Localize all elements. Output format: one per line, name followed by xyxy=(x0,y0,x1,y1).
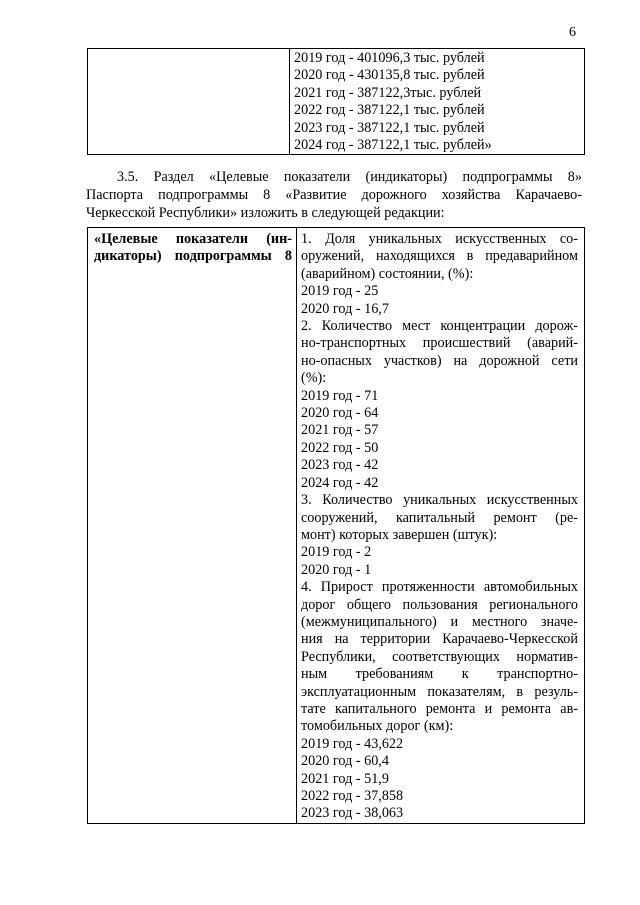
indicator-line: 2021 год - 57 xyxy=(301,422,379,439)
indicator-line: 2019 год - 43,622 xyxy=(301,735,404,752)
indicator-line: 2019 год - 71 xyxy=(301,387,379,404)
indicator-line: 3. Количество уникальных искусственных xyxy=(301,492,578,509)
indicator-line: 2023 год - 38,063 xyxy=(301,805,404,822)
indicator-line: но-опасных участков) на дорожной сети xyxy=(301,352,578,369)
indicators-heading-cell xyxy=(88,228,297,824)
indicator-line: (межмуниципального) и местного значе- xyxy=(301,613,578,630)
indicator-line: 2. Количество мест концентрации дорож- xyxy=(301,318,578,335)
indicator-line: 4. Прирост протяженности автомобильных xyxy=(301,579,578,596)
indicator-line: эксплуатационным показателям, в резуль- xyxy=(301,683,578,700)
indicator-line: 2021 год - 51,9 xyxy=(301,770,389,787)
indicator-line: томобильных дорог (км): xyxy=(301,718,454,735)
indicator-line: ным требованиям к транспортно- xyxy=(301,666,578,683)
funding-line: 2020 год - 430135,8 тыс. рублей xyxy=(294,67,485,84)
indicator-line: (аварийном) состоянии, (%): xyxy=(301,265,474,282)
paragraph-line: Паспорта подпрограммы 8 «Развитие дорожного хозяйства Карачаево- xyxy=(86,186,582,203)
indicator-line: 2023 год - 42 xyxy=(301,457,379,474)
indicator-line: но-транспортных происшествий (аварий- xyxy=(301,335,578,352)
funding-line: 2019 год - 401096,3 тыс. рублей xyxy=(294,50,485,66)
indicator-line: 2022 год - 37,858 xyxy=(301,788,404,804)
target-indicators-table xyxy=(87,227,585,824)
table-row xyxy=(88,228,585,824)
funding-values-cell xyxy=(290,49,585,155)
funding-line: 2023 год - 387122,1 тыс. рублей xyxy=(294,119,485,136)
indicator-line: дорог общего пользования регионального xyxy=(301,596,578,613)
indicator-line: монт) которых завершен (штук): xyxy=(301,526,498,543)
table-cell-empty xyxy=(88,49,290,155)
paragraph-line: 3.5. Раздел «Целевые показатели (индикаторы) подпрограммы 8» xyxy=(117,169,582,185)
indicator-line: оружений, находящихся в предаварийном xyxy=(301,248,578,265)
indicator-line: (%): xyxy=(301,370,327,387)
paragraph-line: Черкесской Республики» изложить в следующей редакции: xyxy=(86,204,445,221)
indicator-line: сооружений, капитальный ремонт (ре- xyxy=(301,509,578,526)
indicator-line: 2020 год - 64 xyxy=(301,405,379,422)
indicator-line: Республики, соответствующих норматив- xyxy=(301,648,578,665)
indicator-line: 2019 год - 2 xyxy=(301,544,372,561)
indicator-line: 2020 год - 16,7 xyxy=(301,300,389,317)
table-row xyxy=(88,49,585,155)
page-number: 6 xyxy=(569,25,576,40)
indicator-line: 2019 год - 25 xyxy=(301,283,379,300)
indicators-values-cell xyxy=(297,228,585,824)
section-paragraph xyxy=(86,169,582,222)
heading-line: «Целевые показатели (ин- xyxy=(94,231,292,247)
indicator-line: 1. Доля уникальных искусственных со- xyxy=(301,231,578,247)
indicator-line: 2024 год - 42 xyxy=(301,474,379,491)
funding-table-continuation xyxy=(87,48,585,155)
heading-line: дикаторы) подпрограммы 8 xyxy=(94,248,292,265)
funding-line: 2024 год - 387122,1 тыс. рублей» xyxy=(294,137,492,154)
indicator-line: 2020 год - 1 xyxy=(301,561,372,578)
funding-line: 2022 год - 387122,1 тыс. рублей xyxy=(294,102,485,119)
indicator-line: тате капитального ремонта и ремонта ав- xyxy=(301,700,578,717)
indicator-line: 2022 год - 50 xyxy=(301,439,379,456)
indicator-line: ния на территории Карачаево-Черкесской xyxy=(301,631,578,648)
funding-line: 2021 год - 387122,3тыс. рублей xyxy=(294,84,482,101)
indicator-line: 2020 год - 60,4 xyxy=(301,753,389,770)
